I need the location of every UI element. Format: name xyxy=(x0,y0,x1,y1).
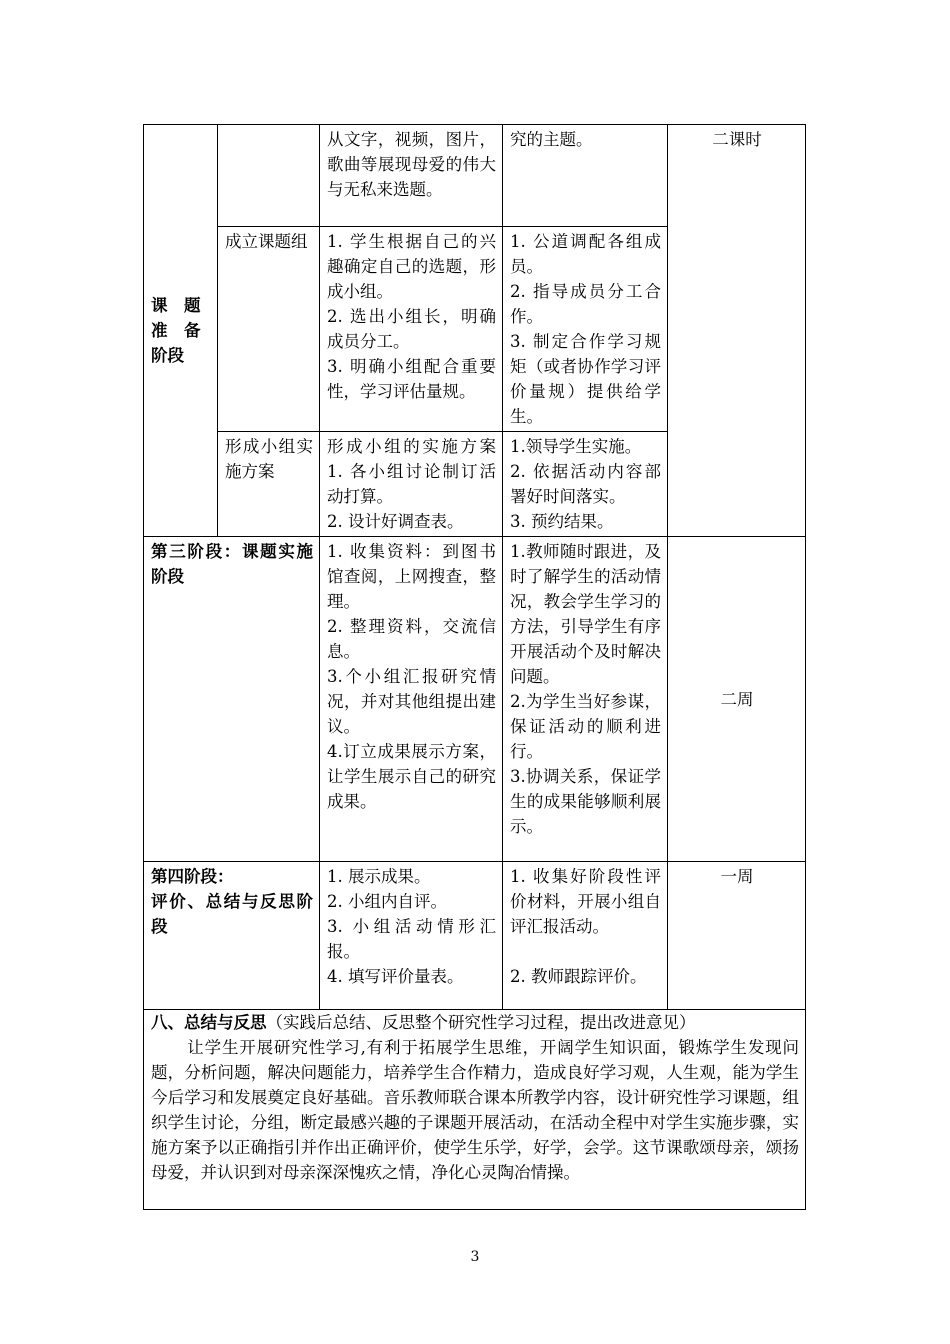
table-row xyxy=(144,862,806,1010)
page-number: 3 xyxy=(470,1249,480,1265)
stage2-label-cell xyxy=(144,125,218,537)
list-item: 3. 制定合作学习规矩（或者协作学习评价量规）提供给学生。 xyxy=(510,332,661,426)
stage4-content-cell xyxy=(320,862,503,1010)
list-item: 3. 预约结果。 xyxy=(510,512,614,531)
topic-content-cell: 从文字，视频，图片，歌曲等展现母爱的伟大与无私来选题。 xyxy=(320,125,503,227)
stage3-teacher-cell xyxy=(503,537,668,862)
list-item: 2. 指导成员分工合作。 xyxy=(510,282,661,326)
list-item: 2.为学生当好参谋，保证活动的顺利进行。 xyxy=(510,692,661,761)
summary-subtitle: （实践后总结、反思整个研究性学习过程，提出改进意见） xyxy=(266,1013,696,1032)
stage4-time-cell: 一周 xyxy=(668,862,806,1010)
list-item: 1. 学生根据自己的兴趣确定自己的选题，形成小组。 xyxy=(327,232,496,301)
stage4-label-line: 第四阶段： xyxy=(151,867,234,886)
list-item: 4. 填写评价量表。 xyxy=(327,967,464,986)
list-item: 3.个小组汇报研究情况，并对其他组提出建议。 xyxy=(327,667,496,736)
stage2-label-line: 准 备 xyxy=(151,321,201,340)
stage3-label-cell: 第三阶段：课题实施阶段 xyxy=(144,537,320,862)
plan-content-cell xyxy=(320,432,503,537)
list-item: 2. 整理资料，交流信息。 xyxy=(327,617,496,661)
list-item: 3.协调关系，保证学生的成果能够顺利展示。 xyxy=(510,767,661,836)
stage2-time-cell: 二课时 xyxy=(668,125,806,537)
table-row xyxy=(144,1010,806,1210)
stage3-time-cell: 二周 xyxy=(668,537,806,862)
list-item: 2. 设计好调查表。 xyxy=(327,512,464,531)
summary-cell xyxy=(144,1010,806,1210)
stage4-teacher-cell xyxy=(503,862,668,1010)
activity-plan-table xyxy=(143,124,806,1210)
empty-activity-cell xyxy=(218,125,320,227)
topic-teacher-cell: 究的主题。 xyxy=(503,125,668,227)
list-item: 3. 小组活动情形汇报。 xyxy=(327,917,496,961)
stage2-label-line: 课 题 xyxy=(151,296,201,315)
list-item: 2. 教师跟踪评价。 xyxy=(510,967,647,986)
list-item: 1.教师随时跟进，及时了解学生的活动情况，教会学生学习的方法，引导学生有序开展活动个及时解决问题。 xyxy=(510,542,661,686)
stage4-label-line: 评价、总结与反思阶段 xyxy=(151,892,313,936)
list-item: 形成小组的实施方案 1. 各小组讨论制订活动打算。 xyxy=(327,437,496,506)
list-item: 4.订立成果展示方案，让学生展示自己的研究成果。 xyxy=(327,742,496,811)
plan-teacher-cell xyxy=(503,432,668,537)
summary-heading xyxy=(151,1010,799,1035)
list-item: 1.领导学生实施。 xyxy=(510,437,642,456)
list-item: 1. 收集好阶段性评价材料，开展小组自评汇报活动。 xyxy=(510,867,661,936)
list-item-spacer xyxy=(510,939,661,964)
list-item: 3. 明确小组配合重要性，学习评估量规。 xyxy=(327,357,496,401)
summary-body: 让学生开展研究性学习,有利于拓展学生思维，开阔学生知识面，锻炼学生发现问题，分析问题，解决问题能力，培养学生合作精力，造成良好学习观，人生观，能为学生今后学习和发展奠定良好基础。音乐教师联合课本所教学内容，设计研究性学习课题，组织学生讨论，分组，断定最感兴趣的子课题开展活动，在活动全程中对学生实施步骤，实施方案予以正确指引并作出正确评价，使学生乐学，好学，会学。这节课歌颂母亲，颂扬母爱，并认识到对母亲深深愧疚之情，净化心灵陶冶情操。 xyxy=(151,1038,799,1182)
list-item: 2. 选出小组长，明确成员分工。 xyxy=(327,307,496,351)
table-row xyxy=(144,125,806,227)
list-item: 1. 展示成果。 xyxy=(327,867,431,886)
list-item: 1. 收集资料：到图书馆查阅，上网搜查，整理。 xyxy=(327,542,496,611)
plan-activity-cell: 形成小组实施方案 xyxy=(218,432,320,537)
stage4-label-cell xyxy=(144,862,320,1010)
stage3-content-cell xyxy=(320,537,503,862)
list-item: 1. 公道调配各组成员。 xyxy=(510,232,661,276)
group-activity-cell: 成立课题组 xyxy=(218,227,320,432)
list-item: 2. 依据活动内容部署好时间落实。 xyxy=(510,462,661,506)
group-teacher-cell xyxy=(503,227,668,432)
group-content-cell xyxy=(320,227,503,432)
stage2-label-line: 阶段 xyxy=(151,346,184,365)
summary-title: 八、总结与反思 xyxy=(151,1013,267,1032)
table-row xyxy=(144,537,806,862)
list-item: 2. 小组内自评。 xyxy=(327,892,447,911)
